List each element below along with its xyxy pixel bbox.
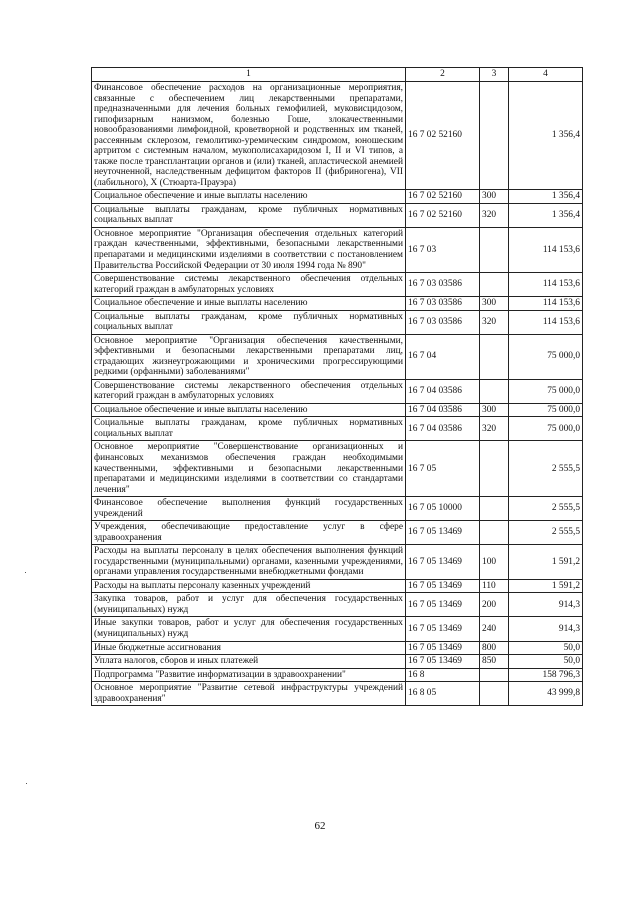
row-code-cell: 16 7 03 — [406, 227, 480, 272]
row-amount-cell: 1 591,2 — [509, 579, 583, 593]
table-row — [92, 521, 583, 545]
row-code-cell: 16 7 05 13469 — [406, 617, 480, 641]
row-type-cell — [480, 521, 509, 545]
row-name-cell: Основное мероприятие "Организация обеспечения отдельных категорий граждан качественными, эффективными, безопасными лекарственными препаратами и медицинскими изделиями в соответствии с постановлением Правительства Российской Федерации от 30 июля 1994 года № 890" — [92, 227, 406, 272]
table-row — [92, 190, 583, 204]
row-code-cell: 16 7 04 03586 — [406, 403, 480, 417]
row-name-cell: Учреждения, обеспечивающие предоставление услуг в сфере здравоохранения — [92, 521, 406, 545]
table-row — [92, 273, 583, 297]
row-name-cell: Социальные выплаты гражданам, кроме публичных нормативных социальных выплат — [92, 203, 406, 227]
row-code-cell: 16 7 05 10000 — [406, 497, 480, 521]
row-code-cell: 16 7 05 13469 — [406, 579, 480, 593]
row-code-cell: 16 7 05 13469 — [406, 545, 480, 580]
row-code-cell: 16 7 03 03586 — [406, 297, 480, 311]
row-name-cell: Иные закупки товаров, работ и услуг для обеспечения государственных (муниципальных) нужд — [92, 617, 406, 641]
table-row — [92, 82, 583, 190]
row-type-cell: 320 — [480, 203, 509, 227]
row-code-cell: 16 7 02 52160 — [406, 82, 480, 190]
row-code-cell: 16 8 05 — [406, 682, 480, 706]
row-type-cell — [480, 668, 509, 682]
row-amount-cell: 75 000,0 — [509, 379, 583, 403]
row-type-cell — [480, 82, 509, 190]
row-amount-cell: 43 999,8 — [509, 682, 583, 706]
row-amount-cell: 1 591,2 — [509, 545, 583, 580]
row-type-cell: 110 — [480, 579, 509, 593]
row-type-cell — [480, 682, 509, 706]
row-name-cell: Социальное обеспечение и иные выплаты населению — [92, 403, 406, 417]
row-code-cell: 16 7 04 03586 — [406, 379, 480, 403]
row-amount-cell: 50,0 — [509, 641, 583, 655]
table-row — [92, 682, 583, 706]
row-name-cell: Социальное обеспечение и иные выплаты населению — [92, 297, 406, 311]
row-name-cell: Подпрограмма "Развитие информатизации в здравоохранении" — [92, 668, 406, 682]
row-type-cell — [480, 379, 509, 403]
row-type-cell: 300 — [480, 297, 509, 311]
table-row — [92, 297, 583, 311]
row-name-cell: Закупка товаров, работ и услуг для обеспечения государственных (муниципальных) нужд — [92, 593, 406, 617]
table-row — [92, 545, 583, 580]
row-type-cell: 100 — [480, 545, 509, 580]
row-type-cell — [480, 441, 509, 497]
row-code-cell: 16 8 — [406, 668, 480, 682]
row-amount-cell: 1 356,4 — [509, 82, 583, 190]
row-type-cell: 300 — [480, 403, 509, 417]
row-amount-cell: 2 555,5 — [509, 497, 583, 521]
row-name-cell: Основное мероприятие "Организация обеспечения качественными, эффективными и безопасными лекарственными препаратами лиц, страдающих жизнеугрожающими и хроническими прогрессирующими редкими (орфанными) заболеваниями" — [92, 334, 406, 379]
scan-speck — [25, 572, 26, 573]
row-name-cell: Финансовое обеспечение расходов на организационные мероприятия, связанные с обеспечением лиц лекарственными препаратами, предназначенными для лечения больных гемофилией, муковисцидозом, гипофизарным нанизмом, болезнью Гоше, злокачественными новообразованиями лимфоидной, кроветворной и родственных им тканей, рассеянным склерозом, гемолитико-уремическим синдромом, юношеским артритом с системным началом, мукополисахаридозом I, II и VI типов, а также после трансплантации органов и (или) тканей, апластической анемией неуточненной, наследственным дефицитом факторов II (фибриногена), VII (лабильного), X (Стюарта-Прауэра) — [92, 82, 406, 190]
row-name-cell: Социальные выплаты гражданам, кроме публичных нормативных социальных выплат — [92, 310, 406, 334]
row-amount-cell: 114 153,6 — [509, 297, 583, 311]
table-row — [92, 227, 583, 272]
row-name-cell: Социальное обеспечение и иные выплаты населению — [92, 190, 406, 204]
table-row — [92, 379, 583, 403]
budget-table — [91, 67, 583, 706]
row-amount-cell: 75 000,0 — [509, 334, 583, 379]
row-name-cell: Основное мероприятие "Совершенствование организационных и финансовых механизмов обеспечения граждан необходимыми качественными, эффективными и безопасными лекарственными препаратами и медицинскими изделиями в соответствии со стандартами лечения" — [92, 441, 406, 497]
row-name-cell: Основное мероприятие "Развитие сетевой инфраструктуры учреждений здравоохранения" — [92, 682, 406, 706]
row-type-cell: 320 — [480, 417, 509, 441]
row-code-cell: 16 7 04 03586 — [406, 417, 480, 441]
row-amount-cell: 158 796,3 — [509, 668, 583, 682]
row-code-cell: 16 7 05 — [406, 441, 480, 497]
row-amount-cell: 1 356,4 — [509, 190, 583, 204]
row-name-cell: Социальные выплаты гражданам, кроме публичных нормативных социальных выплат — [92, 417, 406, 441]
row-amount-cell: 75 000,0 — [509, 403, 583, 417]
column-header-code: 2 — [406, 68, 480, 82]
row-amount-cell: 914,3 — [509, 617, 583, 641]
row-code-cell: 16 7 04 — [406, 334, 480, 379]
table-header-row — [92, 68, 583, 82]
column-header-name: 1 — [92, 68, 406, 82]
row-type-cell: 240 — [480, 617, 509, 641]
row-name-cell: Иные бюджетные ассигнования — [92, 641, 406, 655]
row-name-cell: Расходы на выплаты персоналу в целях обеспечения выполнения функций государственными (муниципальными) органами, казенными учреждениями, органами управления государственными внебюджетными фондами — [92, 545, 406, 580]
row-code-cell: 16 7 05 13469 — [406, 593, 480, 617]
row-type-cell — [480, 273, 509, 297]
row-code-cell: 16 7 02 52160 — [406, 203, 480, 227]
column-header-amount: 4 — [509, 68, 583, 82]
table-row — [92, 579, 583, 593]
row-name-cell: Расходы на выплаты персоналу казенных учреждений — [92, 579, 406, 593]
row-amount-cell: 114 153,6 — [509, 227, 583, 272]
row-code-cell: 16 7 05 13469 — [406, 641, 480, 655]
table-row — [92, 655, 583, 669]
row-amount-cell: 914,3 — [509, 593, 583, 617]
row-type-cell — [480, 334, 509, 379]
row-code-cell: 16 7 02 52160 — [406, 190, 480, 204]
row-type-cell: 200 — [480, 593, 509, 617]
table-row — [92, 497, 583, 521]
row-amount-cell: 50,0 — [509, 655, 583, 669]
table-row — [92, 668, 583, 682]
row-code-cell: 16 7 05 13469 — [406, 521, 480, 545]
table-row — [92, 203, 583, 227]
row-code-cell: 16 7 03 03586 — [406, 273, 480, 297]
table-row — [92, 403, 583, 417]
table-row — [92, 417, 583, 441]
row-name-cell: Совершенствование системы лекарственного обеспечения отдельных категорий граждан в амбулаторных условиях — [92, 273, 406, 297]
row-type-cell: 320 — [480, 310, 509, 334]
table-row — [92, 310, 583, 334]
table-row — [92, 617, 583, 641]
row-amount-cell: 2 555,5 — [509, 441, 583, 497]
row-name-cell: Финансовое обеспечение выполнения функций государственных учреждений — [92, 497, 406, 521]
row-type-cell: 800 — [480, 641, 509, 655]
row-type-cell: 850 — [480, 655, 509, 669]
table-row — [92, 641, 583, 655]
page-number: 62 — [314, 820, 326, 832]
row-code-cell: 16 7 03 03586 — [406, 310, 480, 334]
table-row — [92, 593, 583, 617]
row-type-cell — [480, 227, 509, 272]
row-amount-cell: 114 153,6 — [509, 310, 583, 334]
row-type-cell: 300 — [480, 190, 509, 204]
row-type-cell — [480, 497, 509, 521]
column-header-type: 3 — [480, 68, 509, 82]
row-amount-cell: 114 153,6 — [509, 273, 583, 297]
row-code-cell: 16 7 05 13469 — [406, 655, 480, 669]
row-name-cell: Совершенствование системы лекарственного обеспечения отдельных категорий граждан в амбулаторных условиях — [92, 379, 406, 403]
table-row — [92, 334, 583, 379]
row-name-cell: Уплата налогов, сборов и иных платежей — [92, 655, 406, 669]
row-amount-cell: 2 555,5 — [509, 521, 583, 545]
row-amount-cell: 1 356,4 — [509, 203, 583, 227]
scan-speck — [26, 783, 27, 784]
table-body — [92, 82, 583, 706]
table-row — [92, 441, 583, 497]
row-amount-cell: 75 000,0 — [509, 417, 583, 441]
